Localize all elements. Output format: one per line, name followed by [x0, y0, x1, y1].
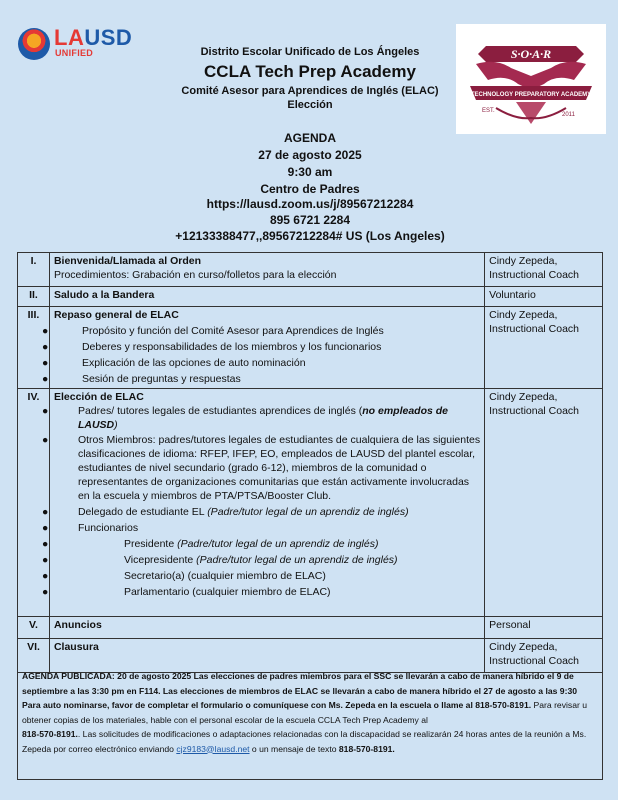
dial-in-number: +12133388477,,89567212284# US (Los Angeles)	[175, 229, 445, 243]
item-presenter: Personal	[485, 617, 603, 639]
list-item: ● Sesión de preguntas y respuestas	[54, 372, 480, 386]
lausd-unified-label: UNIFIED	[55, 48, 94, 58]
list-item: ● Deberes y responsabilidades de los miembros y los funcionarios	[54, 340, 480, 354]
item-presenter: Cindy Zepeda, Instructional Coach	[485, 253, 603, 287]
meeting-date: 27 de agosto 2025	[258, 148, 362, 162]
list-item: ● Padres/ tutores legales de estudiantes aprendices de inglés (no empleados de LAUSD)	[54, 404, 480, 432]
school-name: CCLA Tech Prep Academy	[204, 62, 416, 81]
email-link[interactable]: cjz9183@lausd.net	[176, 743, 250, 754]
svg-text:TECHNOLOGY PREPARATORY ACADEMY: TECHNOLOGY PREPARATORY ACADEMY	[470, 92, 592, 98]
agenda-row	[18, 617, 603, 639]
officer-item: ● Secretario(a) (cualquier miembro de ELAC)	[54, 569, 480, 583]
item-subtext: Procedimientos: Grabación en curso/folletos para la elección	[53, 269, 337, 281]
agenda-table	[17, 252, 603, 673]
list-item: ● Explicación de las opciones de auto nominación	[54, 356, 480, 370]
item-title: Repaso general de ELAC	[53, 309, 179, 321]
svg-text:2011: 2011	[562, 112, 575, 118]
item-number: IV.	[18, 389, 50, 617]
lausd-wordmark: LAUSD	[54, 25, 133, 50]
lausd-seal-icon	[18, 28, 50, 60]
item-title: Elección de ELAC	[53, 391, 144, 403]
item-title: Anuncios	[53, 619, 102, 631]
item-presenter: Cindy Zepeda, Instructional Coach	[485, 307, 603, 389]
svg-text:S·O·A·R: S·O·A·R	[510, 47, 552, 61]
agenda-row	[18, 287, 603, 307]
committee-name: Comité Asesor para Aprendices de Inglés (ELAC)	[181, 85, 439, 97]
agenda-heading: AGENDA	[283, 131, 336, 145]
officer-item: ● Vicepresidente (Padre/tutor legal de un aprendiz de inglés)	[54, 553, 480, 567]
list-item: ● Funcionarios	[54, 521, 480, 535]
item-number: I.	[18, 253, 50, 287]
item-number: V.	[18, 617, 50, 639]
officer-item: ● Parlamentario (cualquier miembro de ELAC)	[54, 585, 480, 599]
meeting-location: Centro de Padres	[260, 182, 360, 196]
agenda-row	[18, 253, 603, 287]
item-title: Bienvenida/Llamada al Orden	[53, 255, 202, 267]
list-item: ● Otros Miembros: padres/tutores legales de estudiantes de cualquiera de las siguientes clasificaciones de idioma: RFEP, IFEP, EO, empleados de LAUSD del plantel escolar, estudiantes de nivel secundario (grado 6-12), miembros de la comunidad o representantes de organizaciones comunitarias que están activamente involucradas en la escuela y miembros de PTA/PTSA/Booster Club.	[54, 433, 480, 503]
district-name: Distrito Escolar Unificado de Los Ángeles	[200, 46, 420, 58]
meeting-subtitle: Elección	[287, 99, 333, 111]
list-item: ● Propósito y función del Comité Asesor para Aprendices de Inglés	[54, 324, 480, 338]
agenda-row	[18, 389, 603, 617]
meeting-id: 895 6721 2284	[269, 213, 351, 227]
item-presenter: Cindy Zepeda, Instructional Coach	[485, 639, 603, 673]
item-title: Clausura	[53, 641, 99, 653]
public-notice: AGENDA PUBLICADA: 20 de agosto 2025 Las elecciones de padres miembros para el SSC se llevarán a cabo de manera híbrido el 9 de septiembre a las 3:30 pm en F114. Las elecciones de miembros de ELAC se llevarán a cabo de manera híbrido el 27 de agosto a las 9:30 Para auto nominarse, favor de completar el formulario o comuníquese con Ms. Zepeda en la escuela o llame al 818-570-8191. Para revisar u obtener copias de los materiales, hable con el personal escolar de la escuela CCLA Tech Prep Academy al 818-570-8191.. Las solicitudes de modificaciones o adaptaciones relacionadas con la discapacidad se realizarán 24 horas antes de la reunión a Ms. Zepeda por correo electrónico enviando cjz9183@lausd.net o un mensaje de texto 818-570-8191.	[17, 667, 603, 780]
item-number: II.	[18, 287, 50, 307]
item-number: VI.	[18, 639, 50, 673]
item-title: Saludo a la Bandera	[53, 289, 155, 301]
item-presenter: Cindy Zepeda, Instructional Coach	[485, 389, 603, 617]
item-presenter: Voluntario	[485, 287, 603, 307]
svg-text:EST.: EST.	[482, 108, 495, 114]
agenda-row	[18, 307, 603, 389]
list-item: ● Delegado de estudiante EL (Padre/tutor legal de un aprendiz de inglés)	[54, 505, 480, 519]
zoom-link[interactable]: https://lausd.zoom.us/j/89567212284	[206, 197, 414, 211]
officer-item: ● Presidente (Padre/tutor legal de un aprendiz de inglés)	[54, 537, 480, 551]
item-number: III.	[18, 307, 50, 389]
meeting-time: 9:30 am	[287, 165, 333, 179]
